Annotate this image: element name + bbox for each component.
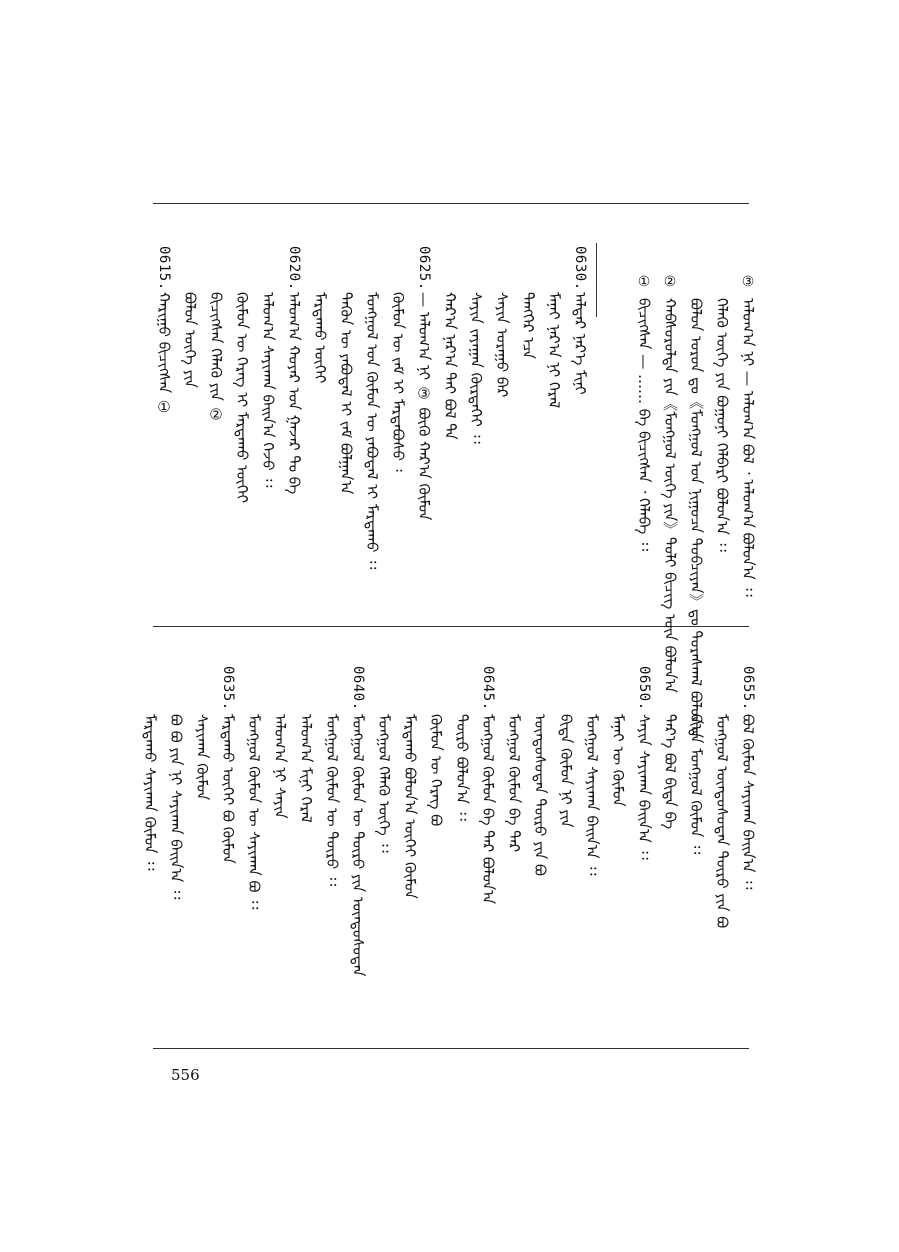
verse-number: 0645. <box>480 666 496 711</box>
verse-line: ᠪᠢᠳᠡ ᠬᠦᠮᠦᠨ ᠨᠢ ᠶᠢᠨ <box>557 714 575 828</box>
verse-line: ᠬᠦᠮᠦᠨ ᠦ ᠬᠡᠷᠡᠭ ᠢ ᠮᠠᠷᠲᠠᠬᠤ ᠦᠭᠡᠢ <box>233 292 251 504</box>
verse-line: ᠮᠣᠩᠭᠣᠯ ᠦᠨᠳᠦᠰᠦᠲᠡᠨ ᠲᠥᠷᠥ ᠶᠢᠨ ᠪᠣ <box>713 714 731 929</box>
verse-line: ᠠᠯᠤᠭ᠎ᠠ ᠮᠢᠨᠢ ᠭᠡᠷᠡᠯ <box>297 714 315 823</box>
verse-line: ᠮᠣᠩᠭᠣᠯ ᠬᠦᠮᠦᠨ ᠦ ᠲᠥᠷᠥ ᠄᠄ <box>323 714 341 887</box>
verse-line: ᠮᠠᠨᠠᠢ ᠦ ᠬᠦᠮᠦᠨ <box>609 714 627 807</box>
verse-line: ᠮᠣᠩᠭᠣᠯ ᠬᠦᠮᠦᠨ ᠦ ᠲᠥᠷᠥ ᠶᠢᠨ ᠦᠨᠳᠦᠰᠦᠲᠡᠨ <box>349 714 367 977</box>
verse-line: ᠮᠠᠷᠲᠠᠬᠤ ᠪᠣᠯᠤᠨ᠎ᠠ ᠦᠭᠡᠢ ᠬᠦᠮᠦᠨ <box>401 714 419 899</box>
verse-number: 0620. <box>286 246 302 291</box>
verse-line: ᠰᠠᠶᠢᠨ ᠰᠠᠶᠢᠬᠠᠨ ᠪᠠᠢᠨ᠎ᠠ ᠄᠄ <box>635 714 653 860</box>
verse-line: ᠪᠢᠴᠢᠭ᠌ᠰᠡᠨ ᠬᠡᠯᠡᠬᠦ ᠶᠢᠨ ② <box>207 292 225 424</box>
footnote-text: ᠪᠢᠴᠢᠭ᠌ᠰᠡᠨ — …… ᠪᠠ ᠪᠢᠴᠢᠭᠰᠡᠨ ᠂ ᠬᠡᠯᠡᠪᠡ ᠄᠄ <box>635 298 653 552</box>
footnote-text: ᠠᠯᠤᠭ᠎ᠠ ᠨᠢ — ᠠᠯᠤᠭ᠎ᠠ ᠪᠣᠯ ᠂ ᠠᠯᠤᠭ᠎ᠠ ᠪᠣᠯᠤᠨ᠎ᠠ ᠄᠄ <box>739 298 757 597</box>
verse-line: ᠠᠯᠤᠭ᠎ᠠ ᠰᠠᠶᠢᠬᠠᠨ ᠪᠠᠢᠨ᠎ᠠ ᠭᠡᠵᠦ ᠄᠄ <box>259 292 277 488</box>
footnote-marker: ② <box>662 274 678 291</box>
verse-number: 0625. <box>416 246 432 291</box>
verse-line: ᠰᠠᠶᠢᠨ ᠵᠠᠶᠠᠭᠠᠨ ᠬᠦᠷᠲᠡᠭᠡᠢ ᠄᠄ <box>467 292 485 444</box>
verse-line: ᠦᠨᠳᠦᠰᠦᠲᠡᠨ ᠲᠥᠷᠥ ᠶᠢᠨ ᠪᠣ <box>531 714 549 877</box>
verse-line: ᠮᠣᠩᠭᠣᠯ ᠬᠦᠮᠦᠨ ᠦ ᠰᠠᠶᠢᠬᠠᠨ ᠪᠣ ᠄᠄ <box>245 714 263 910</box>
footnote-text: ᠬᠡᠯᠡᠬᠦ ᠦᠭᠡ ᠶᠢᠨ ᠪᠣᠭᠤᠨᠢ ᠬᠡᠯᠪᠡᠷᠢ ᠪᠣᠯᠤᠨ᠎ᠠ ᠄᠄ <box>713 298 731 552</box>
verse-line: ᠬᠠᠷ᠎ᠠ ᠨᠠᠷ᠎ᠠ ᠲᠠᠢ ᠪᠣᠯ ᠲᠠ <box>441 292 459 440</box>
footnote-text: ᠪᠣᠯᠤᠨ ᠣᠷᠣᠨ ᠳᠤ《ᠮᠣᠩᠭᠣᠯ ᠤᠨ ᠨᠢᠭᠤᠴᠠ ᠲᠣᠪᠴᠢᠶᠠᠨ》ᠳᠤ ᠳᠤᠷᠠᠰᠬᠠᠯ ᠪᠣᠯᠤᠨ᠎ᠠ <box>687 298 705 739</box>
verse-number: 0635. <box>220 666 236 711</box>
verse-line: ᠲᠥᠷᠥ ᠪᠣᠯᠤᠨ᠎ᠠ ᠄᠄ <box>453 714 471 821</box>
verse-line: ᠪᠣᠯ ᠬᠦᠮᠦᠨ ᠰᠠᠶᠢᠬᠠᠨ ᠪᠠᠢᠨ᠎ᠠ ᠄᠄ <box>739 714 757 890</box>
footnote-separator <box>596 243 597 317</box>
verse-line: ᠬᠠᠷᠢᠭᠤ ᠪᠢᠴᠢᠭ᠌ᠰᠡᠨ ① <box>155 292 173 416</box>
verse-line: ᠮᠣᠩᠭᠣᠯ ᠬᠦᠮᠦᠨ ᠪᠠ ᠲᠡᠷ <box>505 714 523 853</box>
verse-line: ᠠᠯᠳᠠᠷ ᠨᠡᠷ᠎ᠡ ᠮᠢᠨᠢ <box>571 292 589 395</box>
verse-line: ᠮᠠᠷᠲᠠᠬᠤ ᠰᠠᠶᠢᠬᠠᠨ ᠬᠦᠮᠦᠨ ᠄᠄ <box>141 714 159 871</box>
footnote-text: ᠬᠠᠪᠰᠤᠷᠤᠯᠲᠠ ᠶᠢᠨ《ᠮᠣᠩᠭᠣᠯ ᠦᠭᠡ ᠶᠢᠨ》ᠲᠣᠯᠢ ᠪᠢᠴᠢᠭ ᠦᠨ ᠪᠣᠯᠤᠨ᠎ᠠ <box>661 298 679 693</box>
verse-line: ᠮᠣᠩᠭᠣᠯ ᠬᠦᠮᠦᠨ ᠪᠠ ᠲᠡᠷ ᠪᠣᠯᠤᠨ᠎ᠠ <box>479 714 497 905</box>
page-number: 556 <box>171 1066 200 1084</box>
verse-line: ᠰᠠᠶᠢᠬᠠᠨ ᠬᠦᠮᠦᠨ <box>193 714 211 801</box>
verse-line: ᠪᠣ ᠪᠣ ᠶᠢᠨ ᠨᠢ ᠰᠠᠶᠢᠬᠠᠨ ᠪᠠᠢᠨ᠎ᠠ ᠄᠄ <box>167 714 185 900</box>
verse-line: ᠮᠠᠨᠠᠢ ᠨᠠᠷ᠎ᠠ ᠨᠢ ᠭᠡᠷᠡᠯ <box>545 292 563 409</box>
verse-line: ᠠᠯᠤᠭ᠎ᠠ ᠨᠢ ᠰᠠᠶᠢᠨ <box>271 714 289 819</box>
verse-line: ᠬᠦᠮᠦᠨ ᠦ ᠵᠠᠮ ᠢ ᠮᠠᠷᠲᠠᠪᠤᠰᠤ ᠄ <box>389 292 407 472</box>
verse-line: ᠲᠡᠷ᠎ᠡ ᠪᠣᠯ ᠪᠢᠳᠡ ᠪᠠ <box>661 714 679 830</box>
verse-line: ᠮᠠᠷᠲᠠᠬᠤ ᠦᠭᠡᠢ ᠪᠣ ᠬᠦᠮᠦᠨ <box>219 714 237 864</box>
footnote-marker: ① <box>636 274 652 291</box>
verse-line: ᠮᠣᠩᠭᠣᠯ ᠰᠠᠶᠢᠬᠠᠨ ᠪᠠᠢᠨ᠎ᠠ ᠄᠄ <box>583 714 601 876</box>
footnote-marker: ③ <box>740 274 756 291</box>
verse-line: ᠲᠡᠭᠦᠨ ᠦ ᠶᠠᠪᠤᠳᠠᠯ ᠢ ᠵᠠᠮ ᠪᠣᠯᠭᠠᠨ᠎ᠠ <box>337 292 355 495</box>
verse-line: ᠬᠦᠮᠦᠨ ᠦ ᠬᠡᠷᠡᠭ ᠪᠣ <box>427 714 445 827</box>
verse-number: 0640. <box>350 666 366 711</box>
verse-line: — ᠠᠯᠤᠭ᠎ᠠ ᠨᠢ ③ ᠪᠦᠬᠦ ᠬᠠᠷ᠎ᠠ ᠬᠦᠮᠦᠨ <box>415 292 433 521</box>
verse-line: ᠮᠠᠷᠲᠠᠬᠤ ᠦᠭᠡᠢ <box>311 292 329 384</box>
bottom-rule <box>153 1048 749 1049</box>
verse-line: ᠪᠣᠯᠤᠨ ᠦᠭᠡ ᠶᠢᠨ <box>181 292 199 388</box>
verse-line: ᠪᠢᠳᠡ ᠮᠣᠩᠭᠣᠯ ᠬᠦᠮᠦᠨ ᠄᠄ <box>687 714 705 855</box>
top-rule <box>153 203 749 204</box>
verse-line: ᠠᠯᠤᠭ᠎ᠠ ᠬᠣᠶᠠᠷ ᠤᠨ ᠭᠠᠵᠠᠷ ᠲᠤ ᠪᠠ <box>285 292 303 495</box>
verse-line: ᠮᠣᠩᠭᠣᠯ ᠤᠨ ᠬᠦᠮᠦᠨ ᠦ ᠶᠠᠪᠤᠳᠠᠯ ᠢ ᠮᠠᠷᠲᠠᠬᠤ ᠄᠄ <box>363 292 381 570</box>
verse-number: 0655. <box>740 666 756 711</box>
verse-number: 0615. <box>156 246 172 291</box>
verse-line: ᠲᠡᠩᠭᠡᠷ ᠡᠴᠡ <box>519 292 537 359</box>
verse-number: 0630. <box>572 246 588 291</box>
verse-line: ᠮᠣᠩᠭᠣᠯ ᠬᠡᠯᠡᠬᠦ ᠦᠭᠡ ᠄᠄ <box>375 714 393 853</box>
verse-line: ᠰᠠᠶᠢᠨ ᠤᠷᠠᠭᠤ ᠪᠡᠷ <box>493 292 511 398</box>
verse-number: 0650. <box>636 666 652 711</box>
